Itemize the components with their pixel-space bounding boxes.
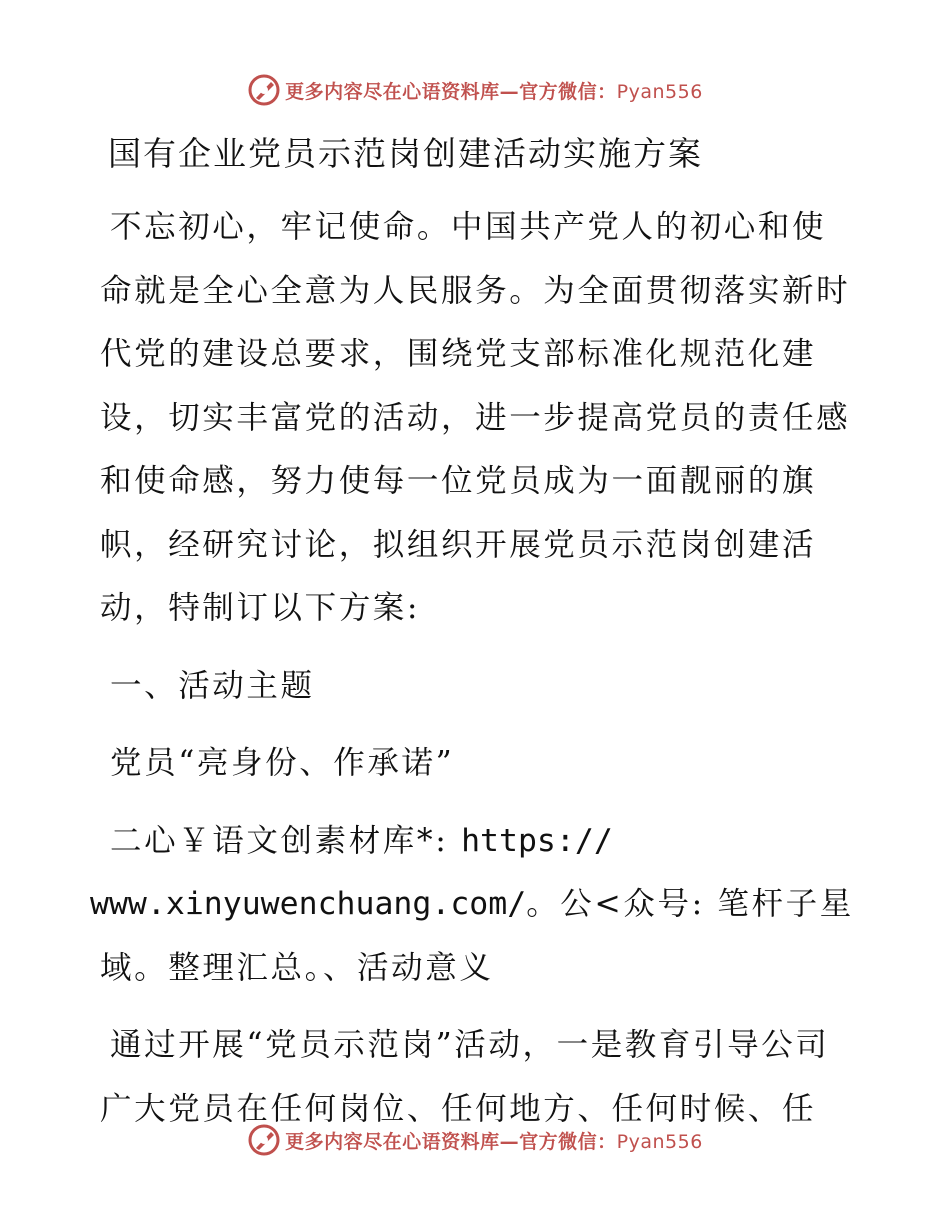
header-watermark-banner: [0, 70, 950, 110]
banner-text: 更多内容尽在心语资料库—官方微信：Pyan556: [285, 80, 703, 103]
theme-text: 党员“亮身份、作承诺”: [110, 745, 455, 781]
banner-text: 更多内容尽在心语资料库—官方微信：Pyan556: [285, 1130, 703, 1153]
watermark-url-b: www.xinyuwenchuang.com/: [90, 886, 527, 922]
watermark-url-a: https://: [461, 822, 613, 859]
quill-logo-icon: [247, 1123, 281, 1157]
paragraph-intro: 不忘初心，牢记使命。中国共产党人的初心和使命就是全心全意为人民服务。为全面贯彻落实新时代党的建设总要求，围绕党支部标准化规范化建设，切实丰富党的活动，进一步提高党员的责任感和使命感，努力使每一位党员成为一面靓丽的旗帜，经研究讨论，拟组织开展党员示范岗创建活动，特制订以下方案:: [100, 209, 851, 626]
paragraph-significance: 通过开展“党员示范岗”活动，一是教育引导公司广大党员在任何岗位、任何地方、任何时候、任: [100, 1027, 830, 1127]
watermark-paragraph: [90, 810, 860, 1001]
watermark-text-a: 二心￥语文创素材库*:: [110, 822, 462, 859]
document-page: [90, 120, 860, 1141]
watermark-text-b: 。公<众号: 笔杆子星域。整理汇总。、活动意义: [100, 886, 854, 986]
footer-watermark-banner: [0, 1120, 950, 1160]
document-title: 国有企业党员示范岗创建活动实施方案: [108, 134, 703, 173]
section-heading-theme: 一、活动主题: [110, 667, 315, 704]
quill-logo-icon: [247, 73, 281, 107]
